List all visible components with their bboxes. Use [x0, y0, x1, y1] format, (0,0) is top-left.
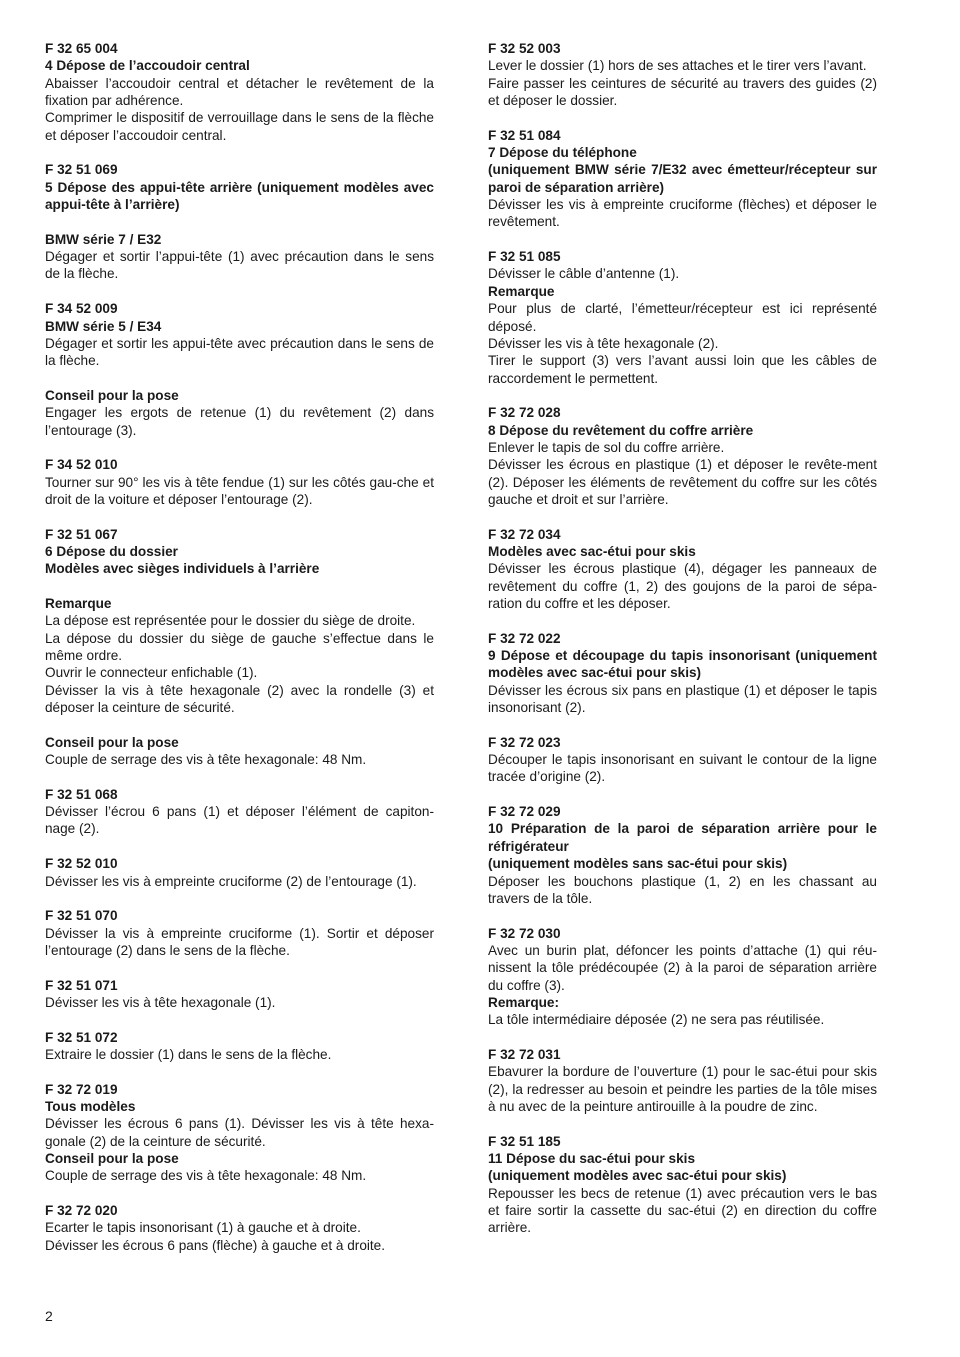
block-heading: F 32 51 067	[45, 526, 118, 542]
block-heading: F 34 52 010	[45, 457, 118, 473]
block-heading: F 32 72 028	[488, 405, 561, 421]
block-text: Découper le tapis insonorisant en suivant le contour de la ligne tracée d’origine (2).	[488, 752, 877, 785]
block-heading: 9 Dépose et découpage du tapis insonorisant (uniquement modèles avec sac-étui pour skis)	[488, 648, 877, 681]
block-heading: F 32 52 003	[488, 41, 561, 56]
block-text: Abaisser l’accoudoir central et détacher le revêtement de la fixation par adhérence.	[45, 75, 434, 109]
block-heading: 11 Dépose du sac-étui pour skis	[488, 1151, 695, 1166]
block-heading: 7 Dépose du téléphone	[488, 145, 637, 161]
block-text: La tôle intermédiaire déposée (2) ne sera pas réutilisée.	[488, 1012, 825, 1028]
procedure-block	[45, 387, 434, 439]
block-heading: F 32 51 084	[488, 127, 561, 143]
block-heading: F 32 51 068	[45, 786, 118, 802]
procedure-block	[45, 1081, 434, 1185]
block-text: Repousser les becs de retenue (1) avec précaution vers le bas et faire sortir la cassette du sac-étui (2) en direction du coffre arrière.	[488, 1185, 877, 1236]
block-text: Comprimer le dispositif de verrouillage dans le sens de la flèche et déposer l’accoudoir central.	[45, 110, 434, 143]
block-text: Extraire le dossier (1) dans le sens de la flèche.	[45, 1046, 332, 1062]
block-text: Dévisser les vis à tête hexagonale (2).	[488, 335, 719, 351]
block-text: Dévisser les vis à empreinte cruciforme (2) de l’entourage (1).	[45, 873, 417, 889]
block-heading: F 32 65 004	[45, 41, 118, 56]
block-text: Tourner sur 90° les vis à tête fendue (1) sur les côtés gau-che et droit de la voiture et déposer l’entourage (2).	[45, 474, 434, 507]
block-heading: BMW série 5 / E34	[45, 318, 162, 334]
block-heading: Remarque	[488, 283, 555, 299]
procedure-block	[45, 456, 434, 508]
block-heading: F 34 52 009	[45, 301, 118, 317]
procedure-block	[45, 734, 434, 769]
block-text: Faire passer les ceintures de sécurité au travers des guides (2) et déposer le dossier.	[488, 75, 877, 109]
procedure-block	[45, 300, 434, 369]
procedure-block	[488, 40, 877, 109]
procedure-block	[45, 40, 434, 144]
block-heading: F 32 72 022	[488, 630, 561, 646]
procedure-block	[488, 248, 877, 387]
procedure-block	[45, 786, 434, 838]
block-text: Pour plus de clarté, l’émetteur/récepteur est ici représenté déposé.	[488, 301, 877, 334]
procedure-block	[45, 977, 434, 1012]
block-heading: Conseil pour la pose	[45, 734, 179, 750]
procedure-block	[45, 595, 434, 716]
procedure-block	[45, 231, 434, 283]
procedure-block	[45, 526, 434, 578]
block-heading: F 32 51 071	[45, 977, 118, 993]
block-heading: 6 Dépose du dossier	[45, 543, 178, 559]
block-heading: F 32 51 069	[45, 162, 118, 178]
block-text: Dévisser les écrous en plastique (1) et déposer le revête-ment (2). Déposer les éléments de revêtement du coffre sur les côtés gauche et droit et sur l’arrière.	[488, 457, 877, 507]
block-text: Ouvrir le connecteur enfichable (1).	[45, 665, 258, 681]
procedure-block	[45, 1202, 434, 1254]
procedure-block	[488, 1046, 877, 1115]
block-text: Dévisser le câble d’antenne (1).	[488, 266, 680, 282]
procedure-block	[488, 734, 877, 786]
block-text: Enlever le tapis de sol du coffre arrière.	[488, 439, 725, 455]
block-text: Dévisser les écrous 6 pans (flèche) à gauche et à droite.	[45, 1237, 386, 1253]
block-heading: F 32 72 031	[488, 1046, 561, 1062]
block-text: Dévisser l’écrou 6 pans (1) et déposer l’élément de capiton-nage (2).	[45, 804, 434, 837]
procedure-block	[45, 161, 434, 213]
procedure-block	[488, 630, 877, 717]
left-column	[45, 40, 434, 1271]
block-text: Couple de serrage des vis à tête hexagonale: 48 Nm.	[45, 752, 367, 768]
procedure-block	[488, 1133, 877, 1237]
page-number: 2	[45, 1308, 53, 1324]
block-heading: F 32 51 070	[45, 908, 118, 924]
block-text: Dévisser les écrous plastique (4), dégager les panneaux de revêtement du coffre (1, 2) des goujons de la paroi de sépa-ration du coffre et les déposer.	[488, 561, 877, 611]
block-text: Dégager et sortir l’appui-tête (1) avec précaution dans le sens de la flèche.	[45, 249, 434, 282]
block-text: Dévisser les vis à tête hexagonale (1).	[45, 994, 276, 1010]
block-text: Déposer les bouchons plastique (1, 2) en les chassant au travers de la tôle.	[488, 873, 877, 906]
block-text: La dépose du dossier du siège de gauche s’effectue dans le même ordre.	[45, 630, 434, 664]
procedure-block	[45, 855, 434, 890]
block-text: Dégager et sortir les appui-tête avec précaution dans le sens de la flèche.	[45, 335, 434, 369]
block-text: Dévisser la vis à tête hexagonale (2) avec la rondelle (3) et déposer la ceinture de sécurité.	[45, 682, 434, 716]
block-heading: Modèles avec sièges individuels à l’arrière	[45, 561, 320, 577]
block-heading: F 32 72 020	[45, 1203, 118, 1219]
procedure-block	[488, 404, 877, 508]
block-heading: Conseil pour la pose	[45, 387, 179, 403]
block-heading: F 32 51 085	[488, 249, 561, 265]
block-text: Engager les ergots de retenue (1) du revêtement (2) dans l’entourage (3).	[45, 405, 434, 438]
block-heading: Remarque:	[488, 994, 560, 1010]
block-heading: F 32 72 023	[488, 734, 561, 750]
block-heading: F 32 72 034	[488, 526, 561, 542]
block-heading: Modèles avec sac-étui pour skis	[488, 543, 696, 559]
procedure-block	[488, 127, 877, 231]
block-text: Dévisser les écrous six pans en plastique (1) et déposer le tapis insonorisant (2).	[488, 682, 877, 716]
block-text: Ebavurer la bordure de l’ouverture (1) pour le sac-étui pour skis (2), la redresser au besoin et peindre les parties de la tôle mises à nu avec de la peinture antirouille à la poudre de zinc.	[488, 1064, 877, 1114]
block-heading: F 32 51 072	[45, 1029, 118, 1045]
block-text: Dévisser la vis à empreinte cruciforme (1). Sortir et déposer l’entourage (2) dans le sens de la flèche.	[45, 925, 434, 958]
block-text: Dévisser les vis à empreinte cruciforme (flèches) et déposer le revêtement.	[488, 197, 877, 230]
block-heading: F 32 52 010	[45, 856, 118, 872]
block-heading: 8 Dépose du revêtement du coffre arrière	[488, 422, 754, 438]
block-text: Couple de serrage des vis à tête hexagonale: 48 Nm.	[45, 1168, 367, 1184]
right-column	[488, 40, 877, 1254]
block-text: Tirer le support (3) vers l’avant aussi loin que les câbles de raccordement le permettent.	[488, 353, 877, 386]
procedure-block	[488, 526, 877, 613]
block-heading: (uniquement modèles avec sac-étui pour skis)	[488, 1168, 787, 1184]
procedure-block	[45, 907, 434, 959]
procedure-block	[488, 925, 877, 1029]
block-text: Avec un burin plat, défoncer les points d’attache (1) qui réu-nissent la tôle prédécoupée (2) à la paroi de séparation arrière du coffre (3).	[488, 942, 877, 993]
block-heading: F 32 72 030	[488, 925, 561, 941]
block-text: Dévisser les écrous 6 pans (1). Dévisser les vis à tête hexa-gonale (2) de la ceinture de sécurité.	[45, 1116, 434, 1149]
block-heading: (uniquement modèles sans sac-étui pour skis)	[488, 856, 788, 872]
block-text: La dépose est représentée pour le dossier du siège de droite.	[45, 613, 416, 629]
block-text: Ecarter le tapis insonorisant (1) à gauche et à droite.	[45, 1220, 361, 1236]
block-text: Lever le dossier (1) hors de ses attaches et le tirer vers l’avant.	[488, 58, 867, 74]
block-heading: 10 Préparation de la paroi de séparation arrière pour le réfrigérateur	[488, 821, 877, 854]
block-heading: F 32 51 185	[488, 1133, 561, 1149]
procedure-block	[45, 1029, 434, 1064]
block-heading: F 32 72 029	[488, 804, 561, 820]
block-heading: Remarque	[45, 596, 112, 611]
block-heading: (uniquement BMW série 7/E32 avec émetteur/récepteur sur paroi de séparation arrière)	[488, 162, 877, 195]
block-heading: Tous modèles	[45, 1098, 136, 1114]
block-heading: BMW série 7 / E32	[45, 231, 162, 247]
block-heading: 4 Dépose de l’accoudoir central	[45, 58, 250, 74]
block-heading: F 32 72 019	[45, 1081, 118, 1097]
procedure-block	[488, 803, 877, 907]
block-heading: Conseil pour la pose	[45, 1151, 179, 1166]
block-heading: 5 Dépose des appui-tête arrière (uniquement modèles avec appui-tête à l’arrière)	[45, 179, 434, 213]
